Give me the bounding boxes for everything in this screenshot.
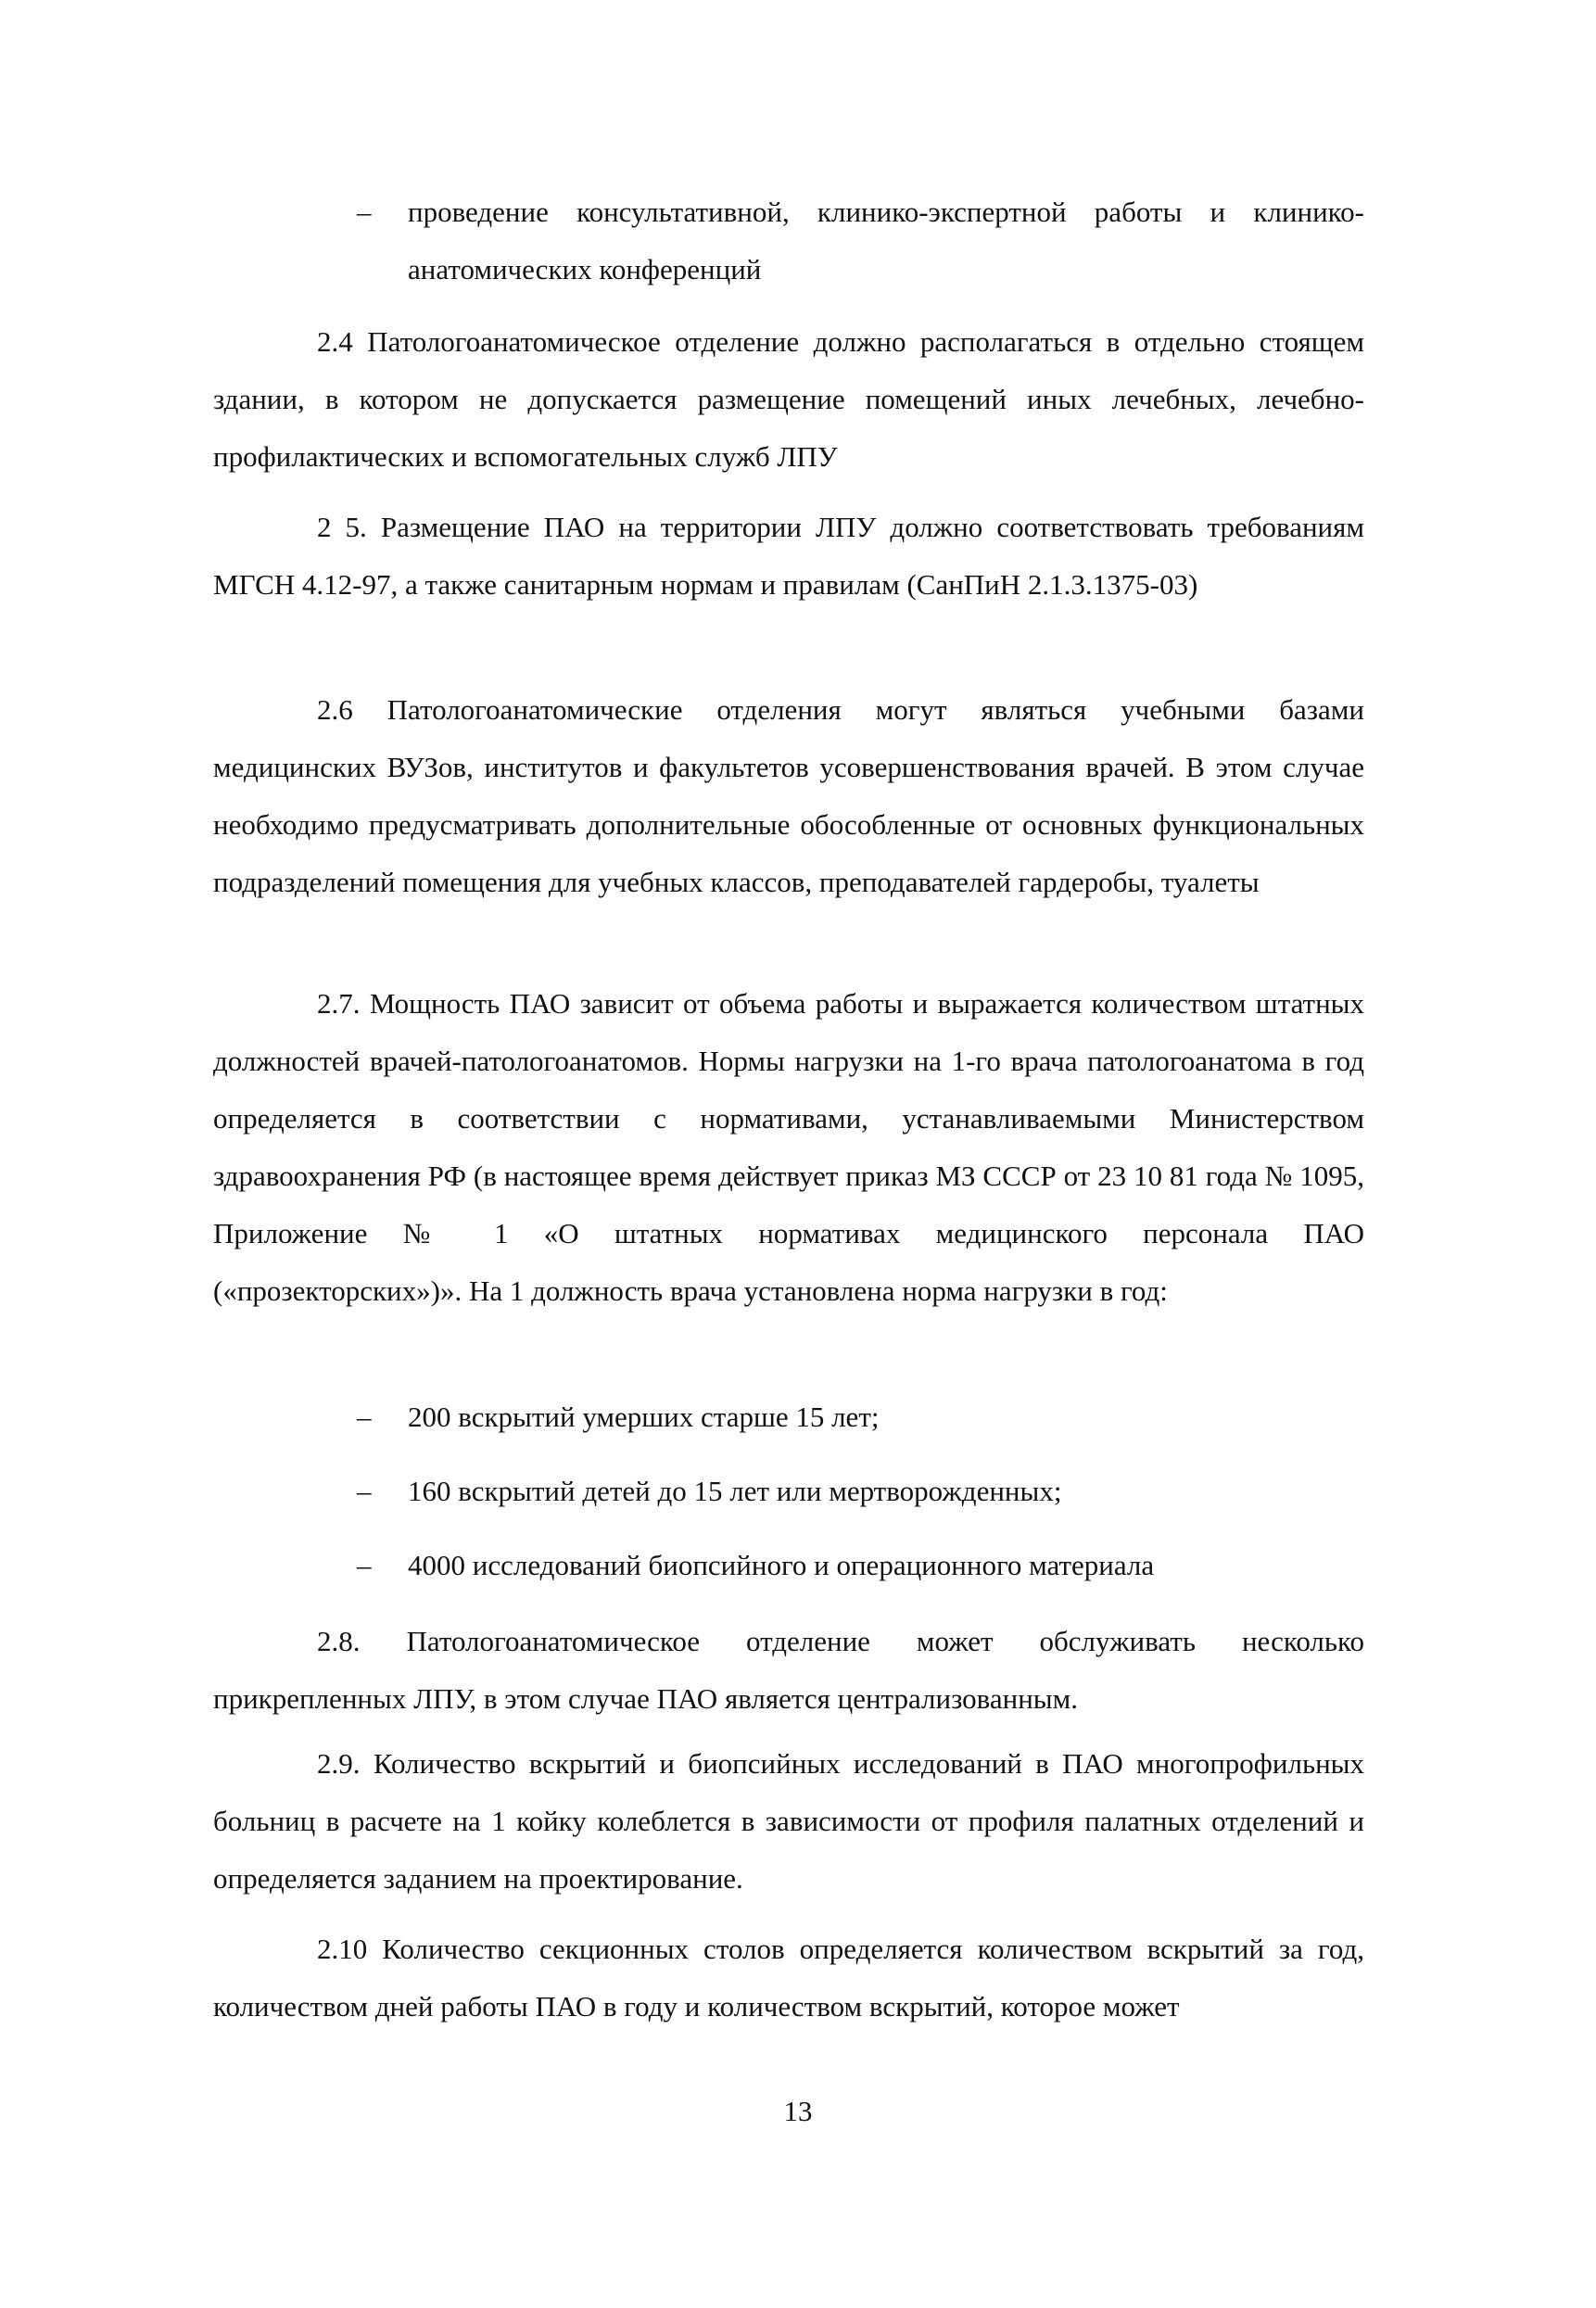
paragraph-2-4 — [213, 313, 1364, 486]
list-item-consultative-work — [357, 184, 1364, 298]
list-dash: – — [357, 1475, 372, 1507]
paragraph-text: Количество секционных столов определяется количеством вскрытий за год, количеством дней работы ПАО в году и количеством вскрытий, которое может — [213, 1933, 1365, 2023]
paragraph-number: 2.6 — [317, 693, 353, 726]
norm-text: 4000 исследований биопсийного и операционного материала — [408, 1549, 1155, 1581]
paragraph-text: Размещение ПАО на территории ЛПУ должно соответствовать требованиям МГСН 4.12-97, а также санитарным нормам и правилам (СанПиН 2.1.3.1375-03) — [213, 511, 1365, 601]
paragraph-number: 2.7. — [317, 987, 361, 1020]
page-number: 13 — [783, 2095, 813, 2127]
norm-text: 160 вскрытий детей до 15 лет или мертворожденных; — [408, 1475, 1062, 1507]
norm-text: 200 вскрытий умерших старше 15 лет; — [408, 1401, 880, 1433]
norm-item-autopsies-children — [357, 1463, 1367, 1520]
norm-item-biopsy-studies — [357, 1537, 1367, 1594]
paragraph-number: 2.10 — [317, 1933, 368, 1965]
paragraph-text: Количество вскрытий и биопсийных исследований в ПАО многопрофильных больниц в расчете на 1 койку колеблется в зависимости от профиля палатных отделений и определяется заданием на проектирование. — [213, 1747, 1364, 1895]
paragraph-text: Патологоанатомические отделения могут являться учебными базами медицинских ВУЗов, институтов и факультетов усовершенствования врачей. В этом случае необходимо предусматривать дополнительные обособленные от основных функциональных подразделений помещения для учебных классов, преподавателей гардеробы, туалеты — [213, 693, 1365, 898]
list-item-text: проведение консультативной, клинико-экспертной работы и клинико-анатомических конференций — [408, 196, 1364, 285]
paragraph-2-7 — [213, 975, 1364, 1320]
paragraph-text: Мощность ПАО зависит от объема работы и выражается количеством штатных должностей врачей-патологоанатомов. Нормы нагрузки на 1-го врача патологоанатома в год определяется в соответствии с нормативами, устанавливаемыми Министерством здравоохранения РФ (в настоящее время действует приказ МЗ СССР от 23 10 81 года № 1095, Приложение № 1 «О штатных нормативах медицинского персонала ПАО («прозекторских»)». На 1 должность врача установлена норма нагрузки в год: — [213, 987, 1364, 1307]
paragraph-2-5 — [213, 499, 1364, 614]
paragraph-number: 2.9. — [317, 1747, 361, 1780]
paragraph-2-10 — [213, 1921, 1364, 2035]
paragraph-2-8 — [213, 1613, 1364, 1728]
paragraph-text: Патологоанатомическое отделение должно располагаться в отдельно стоящем здании, в котором не допускается размещение помещений иных лечебных, лечебно-профилактических и вспомогательных служб ЛПУ — [213, 325, 1365, 473]
norm-item-autopsies-adults — [357, 1389, 1367, 1446]
paragraph-number: 2 5. — [317, 511, 367, 543]
paragraph-text: Патологоанатомическое отделение может обслуживать несколько прикрепленных ЛПУ, в этом случае ПАО является централизованным. — [213, 1625, 1365, 1715]
paragraph-number: 2.4 — [317, 325, 353, 358]
paragraph-number: 2.8. — [317, 1625, 361, 1657]
paragraph-2-9 — [213, 1735, 1364, 1908]
list-dash: – — [357, 196, 372, 228]
list-dash: – — [357, 1549, 372, 1581]
list-dash: – — [357, 1401, 372, 1433]
paragraph-2-6 — [213, 681, 1364, 911]
